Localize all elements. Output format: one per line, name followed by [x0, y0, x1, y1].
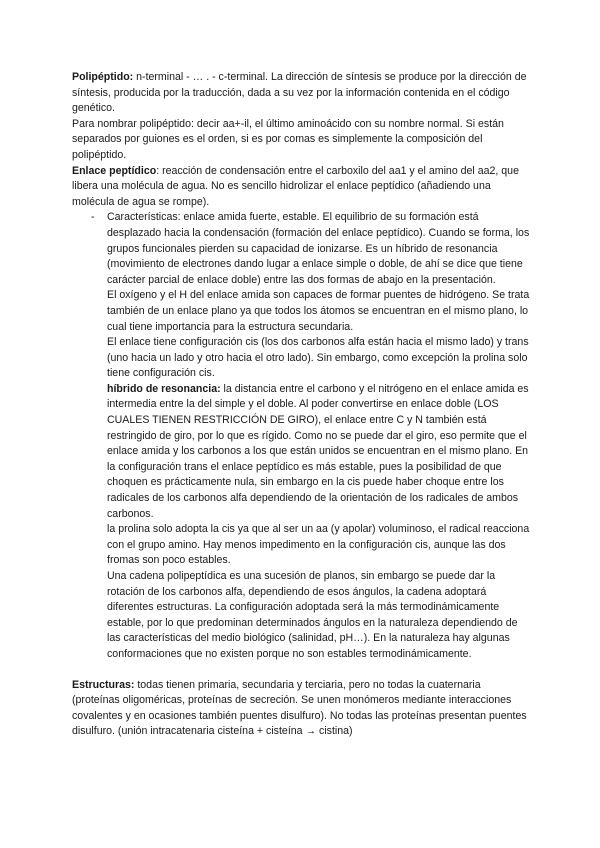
- polipeptido-paragraph: [72, 70, 530, 117]
- caracteristicas-paragraph: Características: enlace amida fuerte, estable. El equilibrio de su formación está desplazado hacia la condensación (formación del enlace peptídico). Cuando se forma, los grupos funcionales pierden su capacidad de ionizarse. Es un híbrido de resonancia (movimiento de electrones dando lugar a enlace simple o doble, de ahí se dice que tiene carácter parcial de enlace doble) entre las dos formas de abajo en la presentación.: [107, 211, 530, 286]
- oxigeno-paragraph: El oxígeno y el H del enlace amida son capaces de formar puentes de hidrógeno. Se trata también de un enlace plano ya que todos los átomos se encuentran en el mismo plano, lo cual tiene importancia para la estructura secundaria.: [107, 289, 530, 333]
- polipeptido-term: Polipéptido:: [72, 71, 134, 83]
- enlace-text: : reacción de condensación entre el carboxilo del aa1 y el amino del aa2, que libera una molécula de agua. No es sencillo hidrolizar el enlace peptídico (añadiendo una molécula de agua se rompe).: [72, 164, 519, 208]
- bullet-marker: -: [91, 211, 95, 224]
- document-page: [72, 70, 530, 740]
- configuracion-paragraph: El enlace tiene configuración cis (los dos carbonos alfa están hacia el mismo lado) y trans (uno hacia un lado y otro hacia el otro lado). Sin embargo, como excepción la prolina solo tiene configuración cis.: [107, 336, 529, 380]
- estructuras-paragraph: [72, 678, 530, 740]
- estructuras-text: todas tienen primaria, secundaria y terciaria, pero no todas la cuaternaria (proteínas oligoméricas, proteínas de secreción. Se unen monómeros mediante interacciones covalentes y en ocasiones también puentes disulfuro). No todas las proteínas presentan puentes disulfuro. (unión intracatenaria cisteína + cisteína → cistina): [72, 678, 527, 738]
- hibrido-paragraph: [107, 382, 530, 522]
- enlace-term: Enlace peptídico: [72, 164, 157, 177]
- paragraph-spacer: [72, 663, 530, 678]
- hibrido-term: híbrido de resonancia:: [107, 382, 221, 395]
- polipeptido-text: n-terminal - … . - c-terminal. La dirección de síntesis se produce por la dirección de síntesis, producida por la traducción, dada a su vez por la información contenida en el código genético.: [72, 71, 527, 115]
- hibrido-text: la distancia entre el carbono y el nitrógeno en el enlace amida es intermedia entre la del simple y el doble. Al poder convertirse en enlace doble (LOS CUALES TIENEN RESTRICCIÓN DE GIRO), el enlace entre C y N también está restringido de giro, por lo que es rígido. Como no se puede dar el giro, eso permite que el enlace amida y los carbonos a los que están unidos se encuentran en el mismo plano. En la configuración trans el enlace peptídico es más estable, pues la posibilidad de que choquen es prácticamente nula, sin embargo en la cis puede haber choque entre los radicales de los carbonos alfa dependiendo de la orientación de los radicales de ambos carbonos.: [107, 382, 529, 520]
- estructuras-term: Estructuras:: [72, 678, 135, 691]
- enlace-paragraph: [72, 164, 530, 211]
- prolina-paragraph: la prolina solo adopta la cis ya que al ser un aa (y apolar) voluminoso, el radical reacciona con el grupo amino. Hay menos impedimento en la configuración cis, aunque las dos fromas son poco estables.: [107, 523, 530, 567]
- caracteristicas-list-item: [91, 210, 530, 662]
- nombrar-paragraph: Para nombrar polipéptido: decir aa+-il, el último aminoácido con su nombre normal. Si están separados por guiones es el orden, si es por comas es simplemente la composición del polipéptido.: [72, 117, 504, 161]
- cadena-paragraph: Una cadena polipeptídica es una sucesión de planos, sin embargo se puede dar la rotación de los carbonos alfa, dependiendo de esos ángulos, la cadena adoptará diferentes estructuras. La configuración adoptada será la más termodinámicamente estable, por lo que predominan determinados ángulos en la naturaleza dependiendo de las características del medio biológico (salinidad, pH…). En la naturaleza hay algunas conformaciones que no existen porque no son estables termodinámicamente.: [107, 570, 518, 660]
